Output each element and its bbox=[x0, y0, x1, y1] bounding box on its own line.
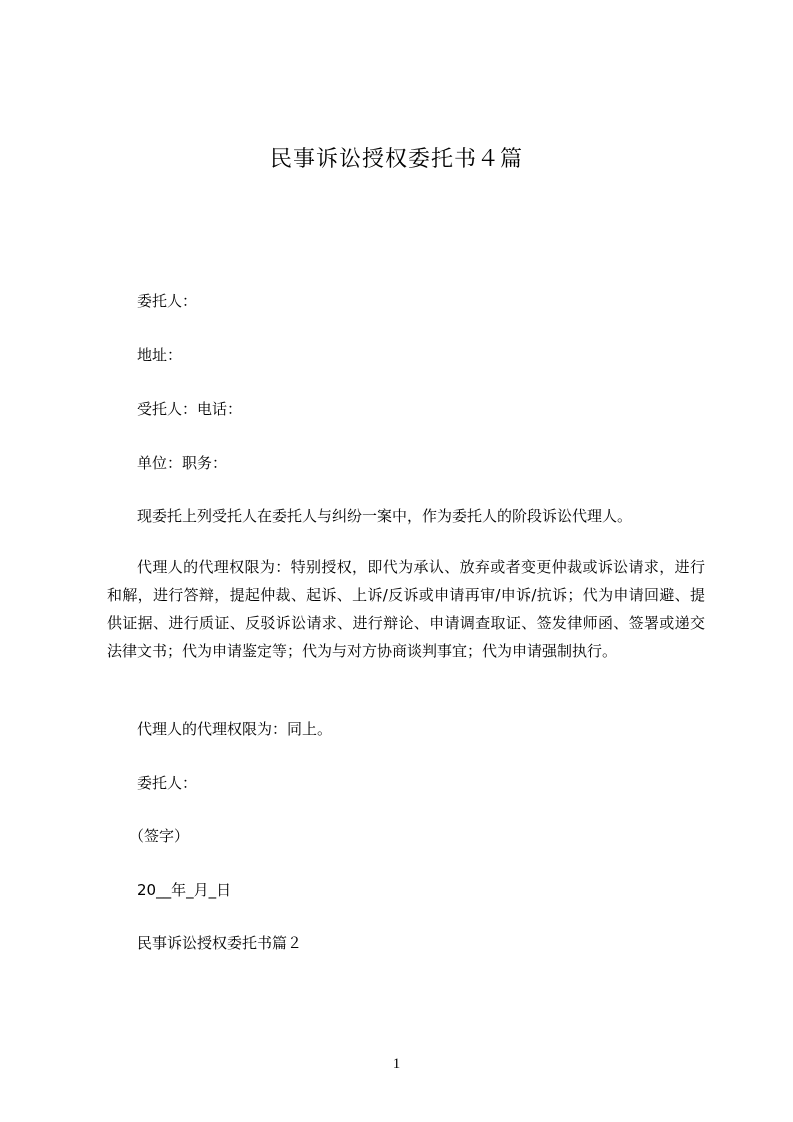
principal-line: 委托人： bbox=[137, 292, 198, 310]
signature-principal-line: 委托人： bbox=[137, 774, 198, 792]
next-section-heading: 民事诉讼授权委托书篇２ bbox=[137, 934, 303, 952]
unit-position-line: 单位：职务： bbox=[137, 454, 228, 472]
authority-paragraph: 代理人的代理权限为：特别授权，即代为承认、放弃或者变更仲裁或诉讼请求，进行和解，进行答辩，提起仲裁、起诉、上诉/反诉或申请再审/申诉/抗诉；代为申请回避、提供证据、进行质证、反驳诉讼请求、进行辩论、申请调查取证、签发律师函、签署或递交法律文书；代为申请鉴定等；代为与对方协商谈判事宜；代为申请强制执行。 bbox=[107, 558, 705, 660]
entrust-statement: 现委托上列受托人在委托人与纠纷一案中，作为委托人的阶段诉讼代理人。 bbox=[137, 507, 633, 525]
document-title: 民事诉讼授权委托书４篇 bbox=[269, 147, 523, 172]
date-line: 20__年_月_日 bbox=[137, 881, 232, 899]
page-number: 1 bbox=[392, 1056, 401, 1072]
agent-phone-line: 受托人：电话： bbox=[137, 400, 243, 418]
signature-note: （签字） bbox=[129, 827, 190, 845]
address-line: 地址： bbox=[137, 346, 183, 364]
authority-same-line: 代理人的代理权限为：同上。 bbox=[137, 720, 333, 738]
